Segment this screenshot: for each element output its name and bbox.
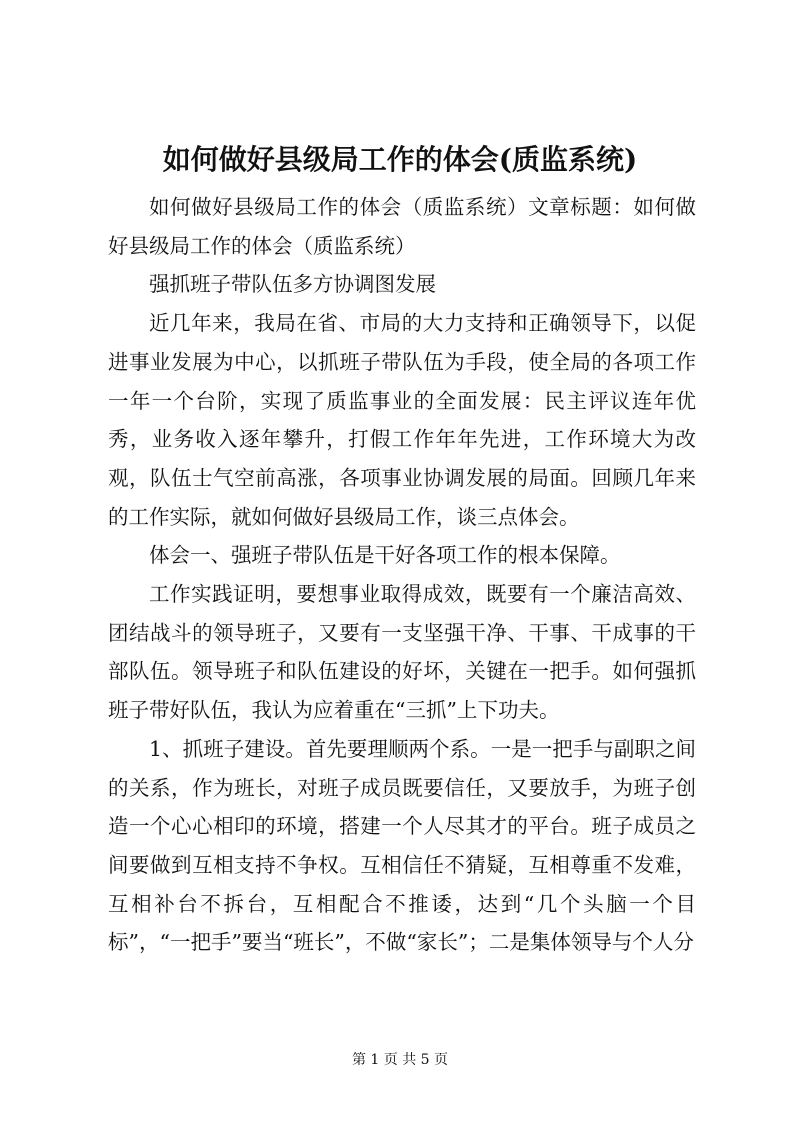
paragraph-team-building: 1、抓班子建设。首先要理顺两个系。一是一把手与副职之间的关系，作为班长，对班子成员既要信任，又要放手，为班子创造一个心心相印的环境，搭建一个人尽其才的平台。班子成员之间要做到互相支持不争权。互相信任不猜疑，互相尊重不发难，互相补台不拆台，互相配合不推诿，达到“几个头脑一个目标”，“一把手”要当“班长”，不做“家长”；二是集体领导与个人分 (108, 736, 696, 955)
paragraph-overview: 近几年来，我局在省、市局的大力支持和正确领导下，以促进事业发展为中心，以抓班子带队伍为手段，使全局的各项工作一年一个台阶，实现了质监事业的全面发展：民主评议连年优秀，业务收入逐年攀升，打假工作年年先进，工作环境大为改观，队伍士气空前高涨，各项事业协调发展的局面。回顾几年来的工作实际，就如何做好县级局工作，谈三点体会。 (108, 311, 696, 529)
document-title: 如何做好县级局工作的体会(质监系统) (162, 143, 638, 176)
paragraph-section-heading: 体会一、强班子带队伍是干好各项工作的根本保障。 (149, 543, 621, 568)
paragraph-practice: 工作实践证明，要想事业取得成效，既要有一个廉洁高效、团结战斗的领导班子，又要有一支坚强干净、干事、干成事的干部队伍。领导班子和队伍建设的好坏，关键在一把手。如何强抓班子带好队伍，我认为应着重在“三抓”上下功夫。 (108, 582, 696, 723)
page-footer: 第 1 页 共 5 页 (351, 1052, 449, 1068)
document-body (108, 188, 696, 962)
paragraph-subtitle: 强抓班子带队伍多方协调图发展 (149, 272, 436, 297)
paragraph-intro: 如何做好县级局工作的体会（质监系统）文章标题：如何做好县级局工作的体会（质监系统） (108, 195, 696, 258)
